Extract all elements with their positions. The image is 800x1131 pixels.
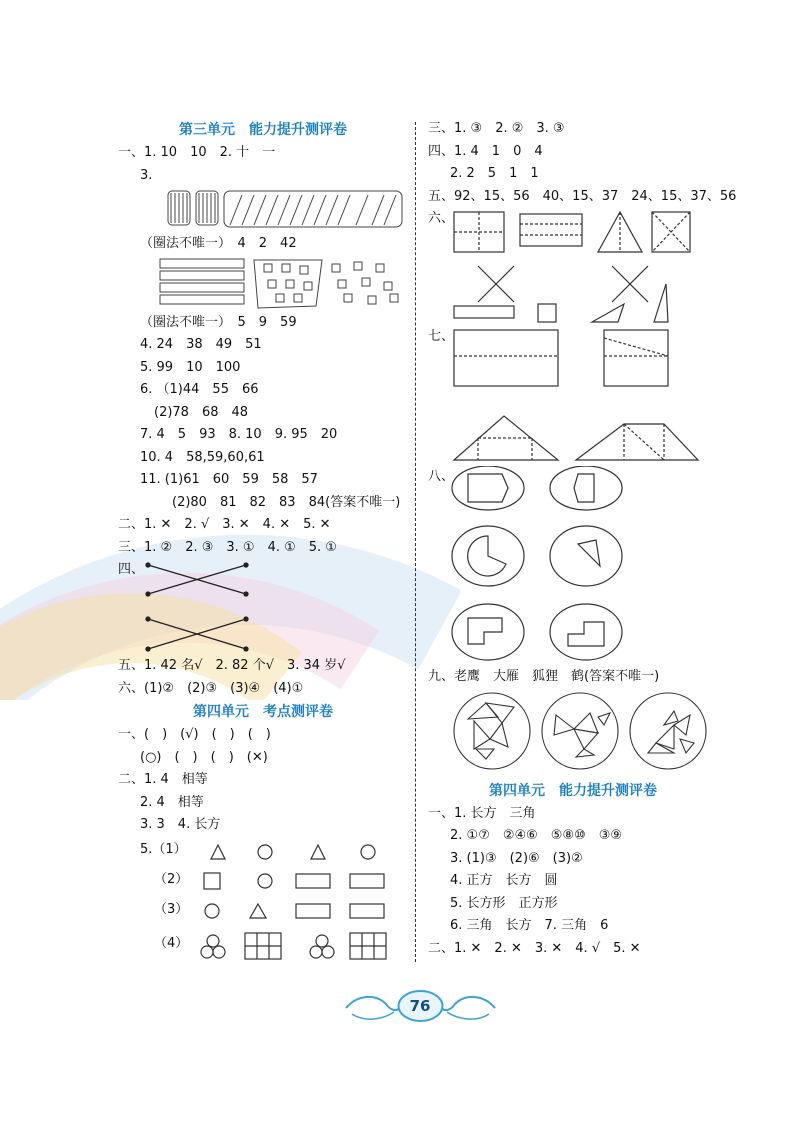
unit4-title: 第四单元 考点测评卷 (193, 704, 333, 720)
answer-line: 二、1. ✕ 2. √ 3. ✕ 4. ✕ 5. ✕ (118, 517, 331, 532)
answer-line: （4） (154, 935, 189, 951)
answer-line: 4. 24 38 49 51 (140, 337, 262, 352)
answer-line: 二、1. 4 相等 (118, 772, 208, 787)
cubes-figure (118, 256, 408, 312)
shape-row (118, 927, 408, 963)
answer-line: （2） (154, 871, 189, 887)
answer-line: 三、1. ③ 2. ② 3. ③ (428, 121, 565, 136)
answer-line: 五、1. 42 名√ 2. 82 个√ 3. 34 岁√ (118, 658, 346, 673)
answer-line: 5. 长方形 正方形 (450, 895, 558, 911)
answer-line: 5.（1） (140, 841, 187, 857)
answer-line: 2. 2 5 1 1 (450, 166, 539, 181)
answer-line: 6. （1)44 55 66 (140, 382, 259, 397)
column-divider (415, 122, 416, 962)
page-number-ornament (338, 988, 503, 1028)
answer-line: 7. 4 5 93 8. 10 9. 95 20 (140, 427, 338, 442)
answer-line: （3） (154, 901, 189, 917)
answer-line: 八、 (428, 469, 455, 484)
answer-line: 11. (1)61 60 59 58 57 (140, 472, 318, 487)
sticks-figure (118, 187, 408, 233)
answer-line: (2)80 81 82 83 84(答案不唯一) (172, 494, 401, 510)
shape-row (118, 867, 408, 897)
answer-line: 5. 99 10 100 (140, 359, 241, 375)
answer-line: 二、1. ✕ 2. ✕ 3. ✕ 4. √ 5. ✕ (428, 940, 641, 956)
unit4-ability-title: 第四单元 能力提升测评卷 (489, 782, 657, 799)
answer-line: 六、(1)② (2)③ (3)④ (4)① (118, 680, 304, 696)
answer-line: 3. (140, 167, 153, 183)
page-number: 76 (409, 997, 431, 1015)
answer-line: 10. 4 58,59,60,61 (140, 449, 265, 465)
unit3-title: 第三单元 能力提升测评卷 (179, 122, 347, 138)
answer-line: 四、1. 4 1 0 4 (428, 143, 543, 159)
answer-line: 七、 (428, 329, 455, 344)
answer-line: 4. 正方 长方 圆 (450, 873, 558, 888)
rectangle-cut-figure (428, 326, 718, 466)
answer-line: 2. 4 相等 (140, 794, 204, 810)
answer-line: 四、 (118, 562, 145, 577)
answer-line: 3. (1)③ (2)⑥ (3)② (450, 850, 583, 866)
shape-row (118, 897, 408, 927)
right-column (428, 118, 737, 960)
answer-line: 一、( ) (√) ( ) ( ) (118, 727, 271, 742)
answer-line: 九、老鹰 大雁 狐狸 鹤(答案不唯一) (428, 669, 660, 684)
answer-line: （圈法不唯一） 4 2 42 (140, 236, 297, 251)
tangram-figure (428, 689, 718, 773)
answer-line: 六、 (428, 211, 455, 226)
answer-line: (2)78 68 48 (154, 404, 249, 420)
ovals-figure (428, 466, 718, 666)
answer-line: 3. 3 4. 长方 (140, 817, 221, 832)
answer-line: 三、1. ② 2. ③ 3. ① 4. ① 5. ① (118, 539, 337, 555)
answer-line: （圈法不唯一） 5 9 59 (140, 314, 297, 330)
answer-line: 五、92、15、56 40、15、37 24、15、37、56 (428, 188, 737, 204)
folding-figure (428, 208, 718, 326)
shape-row (118, 837, 408, 867)
matching-figure (118, 559, 408, 655)
answer-line: 一、1. 长方 三角 (428, 805, 536, 821)
answer-line: 6. 三角 长方 7. 三角 6 (450, 918, 609, 933)
answer-line: (○) ( ) ( ) (✕) (140, 749, 268, 765)
answer-line: 一、1. 10 10 2. 十 一 (118, 145, 276, 160)
answer-line: 2. ①⑦ ②④⑥ ⑤⑧⑩ ③⑨ (450, 828, 623, 843)
left-column (118, 118, 408, 963)
